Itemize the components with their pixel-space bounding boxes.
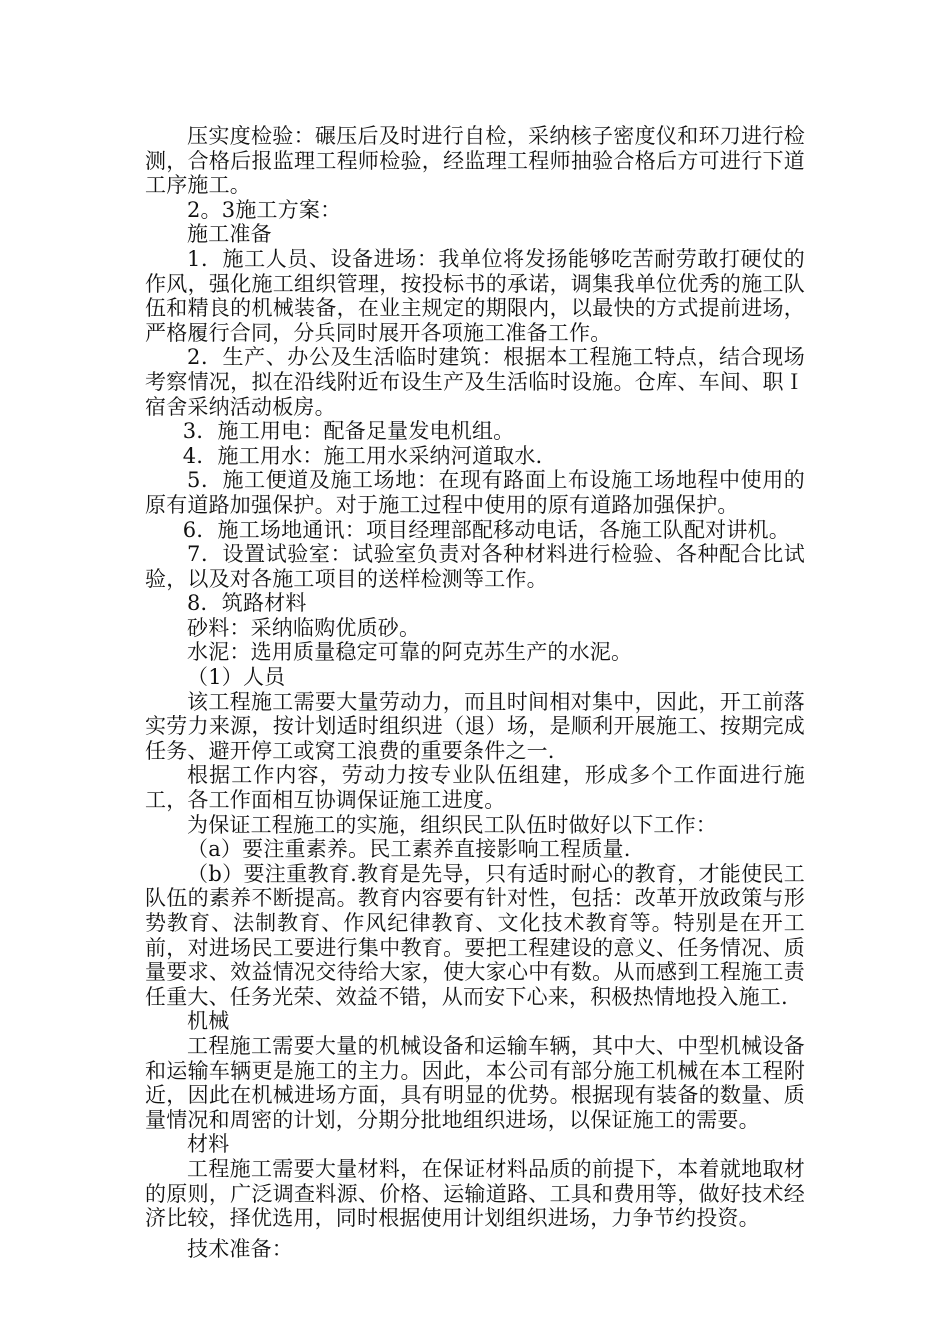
paragraph-worker-team-intro: 为保证工程施工的实施，组织民工队伍时做好以下工作： [187,812,717,837]
paragraph-labor-organization: 根据工作内容，劳动力按专业队伍组建，形成多个工作面进行施工，各工作面相互协调保证施工进度。 [145,763,805,813]
paragraph-item-6-communication: 6．施工场地通讯：项目经理部配移动电话，各施工队配对讲机。 [182,517,790,542]
paragraph-item-1-personnel-equipment: 1．施工人员、设备进场：我单位将发扬能够吃苦耐劳敢打硬仗的作风，强化施工组织管理，按投标书的承诺，调集我单位优秀的施工队伍和精良的机械装备，在业主规定的期限内，以最快的方式提前进场，严格履行合同，分兵同时展开各项施工准备工作。 [145,246,805,345]
subheading-personnel: （1）人员 [187,665,286,690]
paragraph-machinery: 工程施工需要大量的机械设备和运输车辆，其中大、中型机械设备和运输车辆更是施工的主力。因此，本公司有部分施工机械在本工程附近，因此在机械进场方面，具有明显的优势。根据现有装备的数量、质量情况和周密的计划，分期分批地组织进场，以保证施工的需要。 [145,1033,805,1132]
paragraph-item-7-laboratory: 7．设置试验室：试验室负责对各种材料进行检验、各种配合比试验，以及对各施工项目的送样检测等工作。 [145,542,805,591]
paragraph-item-5-access-roads: 5．施工便道及施工场地：在现有路面上布设施工场地程中使用的原有道路加强保护。对于施工过程中使用的原有道路加强保护。 [145,468,805,517]
paragraph-sand: 砂料：采纳临购优质砂。 [187,615,421,640]
paragraph-materials: 工程施工需要大量材料，在保证材料品质的前提下，本着就地取材的原则，广泛调查料源、价格、运输道路、工具和费用等，做好技术经济比较，择优选用，同时根据使用计划组织进场，力争节约投资。 [145,1156,805,1231]
paragraph-item-a-quality: （a）要注重素养。民工素养直接影响工程质量. [187,837,631,862]
paragraph-item-8-road-materials: 8．筑路材料 [187,591,307,616]
paragraph-compaction-inspection: 压实度检验：碾压后及时进行自检，采纳核子密度仪和环刀进行检测，合格后报监理工程师检验，经监理工程师抽验合格后方可进行下道工序施工。 [145,124,805,198]
subheading-machinery: 机械 [187,1009,230,1034]
subheading-construction-preparation: 施工准备 [187,222,272,247]
paragraph-item-4-water: 4．施工用水：施工用水采纳河道取水. [182,443,543,468]
paragraph-item-2-temporary-buildings: 2．生产、办公及生活临时建筑：根据本工程施工特点，结合现场考察情况，拟在沿线附近布设生产及生活临时设施。仓库、车间、职Ｉ宿舍采纳活动板房。 [145,345,805,419]
section-heading-construction-plan: 2。3施工方案： [187,197,342,222]
paragraph-item-3-power: 3．施工用电：配备足量发电机组。 [182,419,515,444]
document-page [145,124,805,1261]
paragraph-cement: 水泥：选用质量稳定可靠的阿克苏生产的水泥。 [187,640,633,665]
paragraph-labor-requirement: 该工程施工需要大量劳动力，而且时间相对集中，因此，开工前落实劳力来源，按计划适时组织进（退）场，是顺利开展施工、按期完成任务、避开停工或窝工浪费的重要条件之一. [145,689,805,763]
subheading-materials: 材料 [187,1132,230,1157]
paragraph-item-b-education: （b）要注重教育.教育是先导，只有适时耐心的教育，才能使民工队伍的素养不断提高。教育内容要有针对性，包括：改革开放政策与形势教育、法制教育、作风纪律教育、文化技术教育等。特别是在开工前，对进场民工要进行集中教育。要把工程建设的意义、任务情况、质量要求、效益情况交待给大家，使大家心中有数。从而感到工程施工责任重大、任务光荣、效益不错，从而安下心来，积极热情地投入施工. [145,861,805,1009]
subheading-technical-preparation: 技术准备： [187,1236,293,1261]
